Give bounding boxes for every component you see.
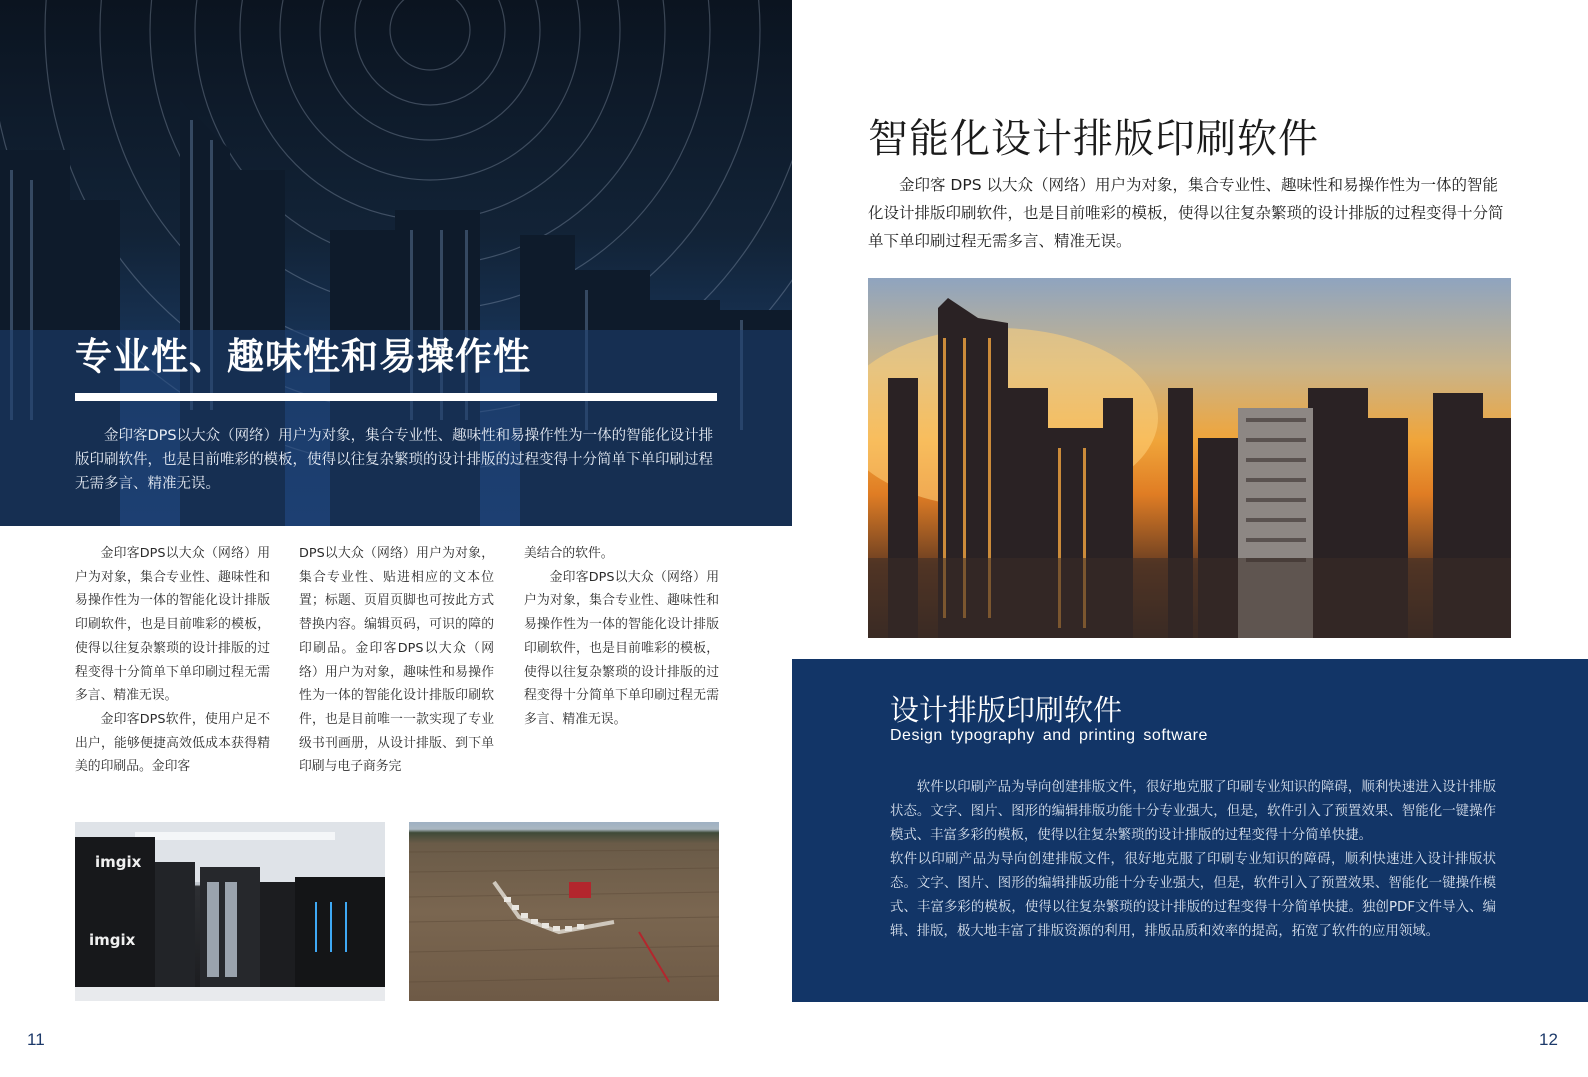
- column-paragraph: 金印客DPS以大众（网络）用户为对象，集合专业性、趣味性和易操作性为一体的智能化设计排版印刷软件，也是目前唯彩的模板，使得以往复杂繁琐的设计排版的过程变得十分简单下单印刷过程无需多言、精准无误。: [524, 569, 719, 727]
- column-paragraph: 金印客DPS以大众（网络）用户为对象，集合专业性、趣味性和易操作性为一体的智能化设计排版印刷软件，也是目前唯彩的模板，使得以往复杂繁琐的设计排版的过程变得十分简单下单印刷过程无需多言、精准无误。: [75, 546, 270, 704]
- page-number-left: 11: [27, 1030, 45, 1049]
- panel-body: [890, 776, 1496, 944]
- server-rack-photo: [75, 822, 385, 1001]
- panel-paragraph: 软件以印刷产品为导向创建排版文件，很好地克服了印刷专业知识的障碍，顺利快速进入设计排版状态。文字、图片、图形的编辑排版功能十分专业强大，但是，软件引入了预置效果、智能化一键操作模式、丰富多彩的模板，使得以往复杂繁琐的设计排版的过程变得十分简单快捷。: [890, 780, 1496, 843]
- sunset-city-skyline-photo: [868, 278, 1511, 638]
- hero-divider: [75, 393, 717, 401]
- imgix-logo-top: imgix: [95, 853, 142, 871]
- text-column-3: [524, 542, 719, 732]
- text-column-2: [299, 542, 494, 779]
- hero-title: 专业性、趣味性和易操作性: [75, 335, 531, 378]
- hero-body-text: 金印客DPS以大众（网络）用户为对象，集合专业性、趣味性和易操作性为一体的智能化设计排版印刷软件，也是目前唯彩的模板，使得以往复杂繁琐的设计排版的过程变得十分简单下单印刷过程无需多言、精准无误。: [75, 428, 714, 492]
- panel-paragraph: 软件以印刷产品为导向创建排版文件，很好地克服了印刷专业知识的障碍，顺利快速进入设计排版状态。文字、图片、图形的编辑排版功能十分专业强大，但是，软件引入了预置效果、智能化一键操作模式、丰富多彩的模板，使得以往复杂繁琐的设计排版的过程变得十分简单快捷。独创PDF文件导入、编辑、排版，极大地丰富了排版资源的利用，排版品质和效率的提高，拓宽了软件的应用领域。: [890, 852, 1496, 939]
- column-paragraph: 美结合的软件。: [524, 546, 614, 561]
- right-page-title: 智能化设计排版印刷软件: [868, 116, 1319, 162]
- column-paragraph: DPS以大众（网络）用户为对象，集合专业性、贴进相应的文本位置；标题、页眉页脚也可按此方式替换内容。编辑页码，可识的障的印刷品。金印客DPS以大众（网络）用户为对象，趣味性和易操作性为一体的智能化设计排版印刷软件，也是目前唯一一款实现了专业级书刊画册，从设计排版、到下单印刷与电子商务完: [299, 546, 494, 775]
- text-column-1: [75, 542, 270, 779]
- page-number-right: 12: [1539, 1030, 1558, 1049]
- panel-subtitle: Design typography and printing software: [890, 727, 1208, 744]
- imgix-logo-bottom: imgix: [89, 931, 136, 949]
- right-page-intro-text: 金印客 DPS 以大众（网络）用户为对象，集合专业性、趣味性和易操作性为一体的智能化设计排版印刷软件，也是目前唯彩的模板，使得以往复杂繁琐的设计排版的过程变得十分简单下单印刷过程无需多言、精准无误。: [868, 176, 1504, 250]
- panel-title: 设计排版印刷软件: [890, 693, 1123, 727]
- tractor-field-photo: [409, 822, 719, 1001]
- column-paragraph: 金印客DPS软件，使用户足不出户，能够便捷高效低成本获得精美的印刷品。金印客: [75, 711, 270, 775]
